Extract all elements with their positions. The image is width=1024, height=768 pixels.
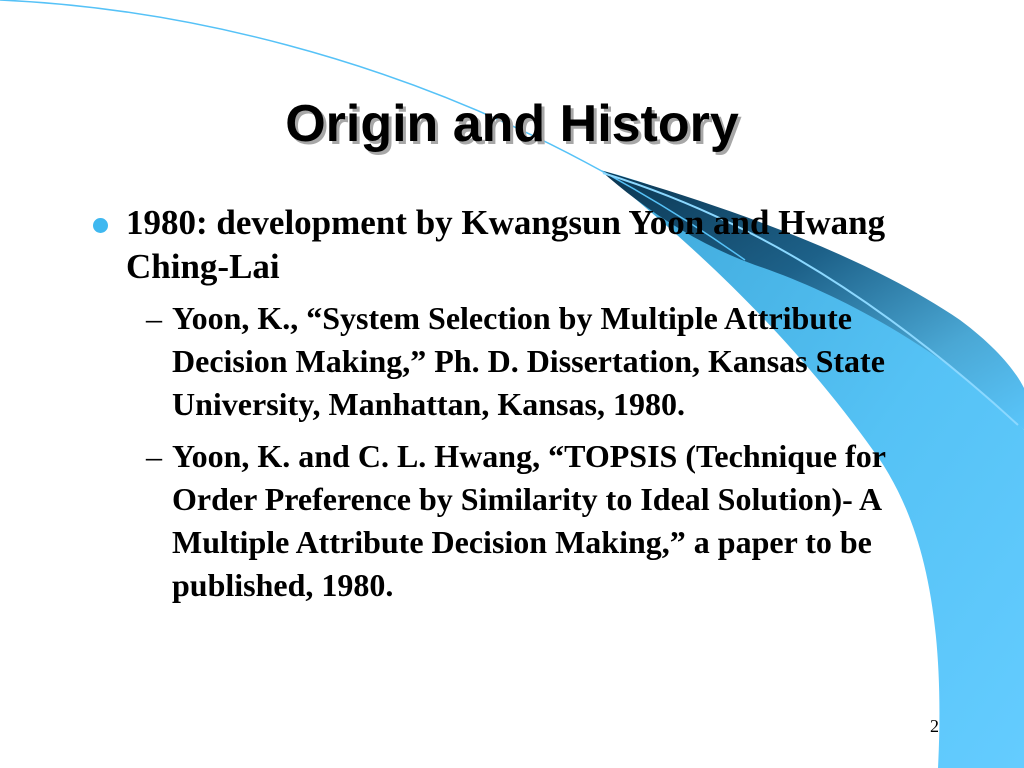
slide-content bbox=[88, 201, 968, 616]
main-bullet-text: 1980: development by Kwangsun Yoon and Hwang Ching-Lai bbox=[126, 203, 886, 286]
sub-bullet-text-1: Yoon, K., “System Selection by Multiple Attribute Decision Making,” Ph. D. Dissertation, Kansas State University, Manhattan, Kansas, 1980. bbox=[172, 300, 885, 422]
dash-icon: – bbox=[146, 300, 162, 336]
main-bullet bbox=[88, 201, 968, 289]
sub-bullet-list bbox=[146, 297, 968, 607]
slide-title: Origin and History bbox=[285, 95, 739, 153]
sub-bullet-1 bbox=[146, 297, 947, 426]
bullet-dot-icon bbox=[93, 218, 108, 233]
page-number: 2 bbox=[930, 716, 939, 736]
sub-bullet-text-2: Yoon, K. and C. L. Hwang, “TOPSIS (Technique for Order Preference by Similarity to Ideal Solution)- A Multiple Attribute Decision Making,” a paper to be published, 1980. bbox=[172, 438, 886, 603]
dash-icon: – bbox=[146, 438, 162, 474]
sub-bullet-2 bbox=[146, 435, 947, 607]
